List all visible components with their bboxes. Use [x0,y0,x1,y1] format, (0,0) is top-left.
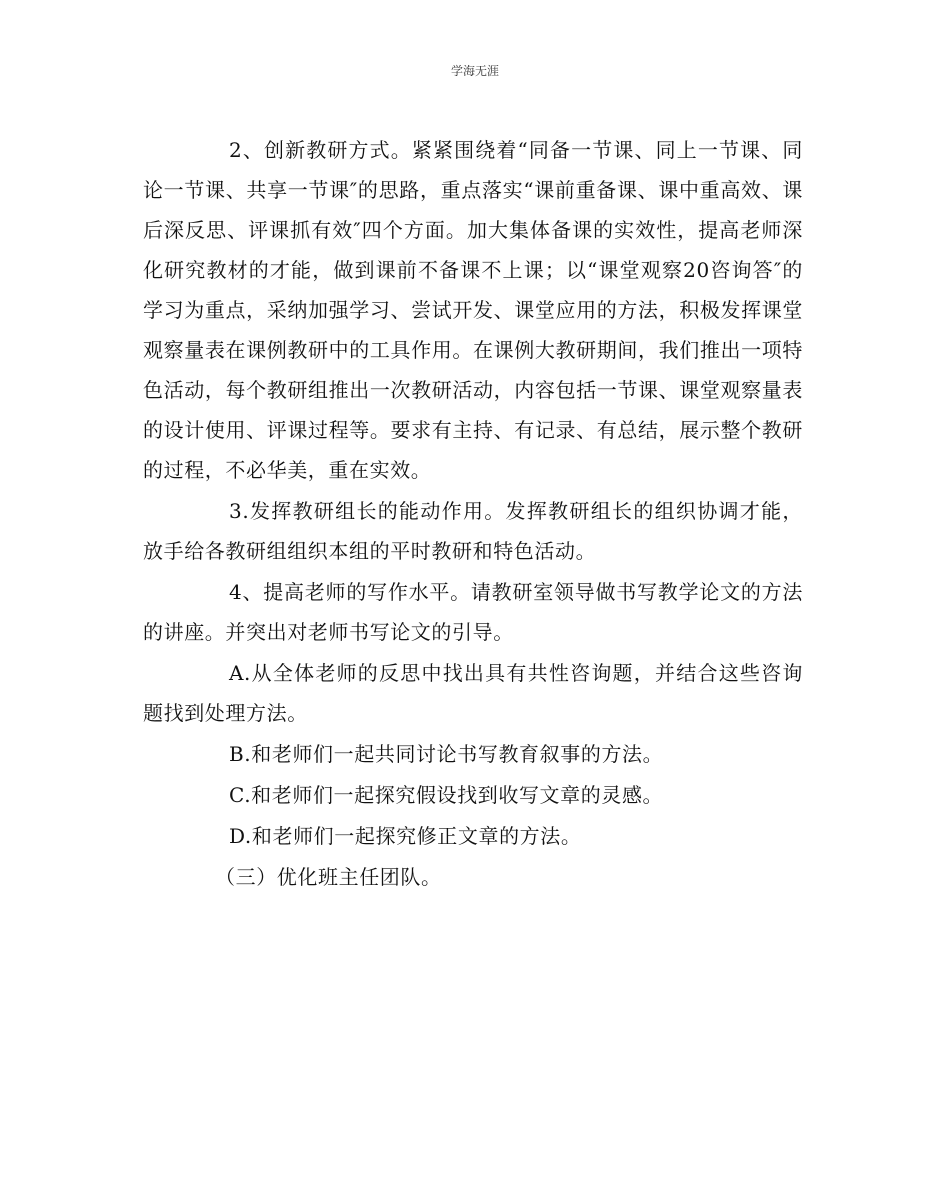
paragraph-item-c: C.和老师们一起探究假设找到收写文章的灵感。 [229,783,664,807]
page-header: 学海无涯 [450,64,499,78]
paragraph-group-leader-role: 3.发挥教研组长的能动作用。发挥教研组长的组织协调才能，放手给各教研组组织本组的平时教研和特色活动。 [143,499,803,563]
paragraph-innovate-teaching-research: 2、创新教研方式。紧紧围绕着“同备一节课、同上一节课、同论一节课、共享一节课″的思路，重点落实“课前重备课、课中重高效、课后深反思、评课抓有效″四个方面。加大集体备课的实效性，提高老师深化研究教材的才能，做到课前不备课不上课；以“课堂观察20咨询答″的学习为重点，采纳加强学习、尝试开发、课堂应用的方法，积极发挥课堂观察量表在课例教研中的工具作用。在课例大教研期间，我们推出一项特色活动，每个教研组推出一次教研活动，内容包括一节课、课堂观察量表的设计使用、评课过程等。要求有主持、有记录、有总结，展示整个教研的过程，不必华美，重在实效。 [143,138,803,482]
paragraph-item-b: B.和老师们一起共同讨论书写教育叙事的方法。 [229,742,664,766]
document-body [143,130,803,897]
paragraph-item-d: D.和老师们一起探究修正文章的方法。 [229,824,582,848]
paragraph-improve-writing: 4、提高老师的写作水平。请教研室领导做书写教学论文的方法的讲座。并突出对老师书写论文的引导。 [143,580,803,644]
section-heading-optimize-class-teacher-team: （三）优化班主任团队。 [215,865,442,889]
paragraph-item-a: A.从全体老师的反思中找出具有共性咨询题，并结合这些咨询题找到处理方法。 [143,661,803,725]
